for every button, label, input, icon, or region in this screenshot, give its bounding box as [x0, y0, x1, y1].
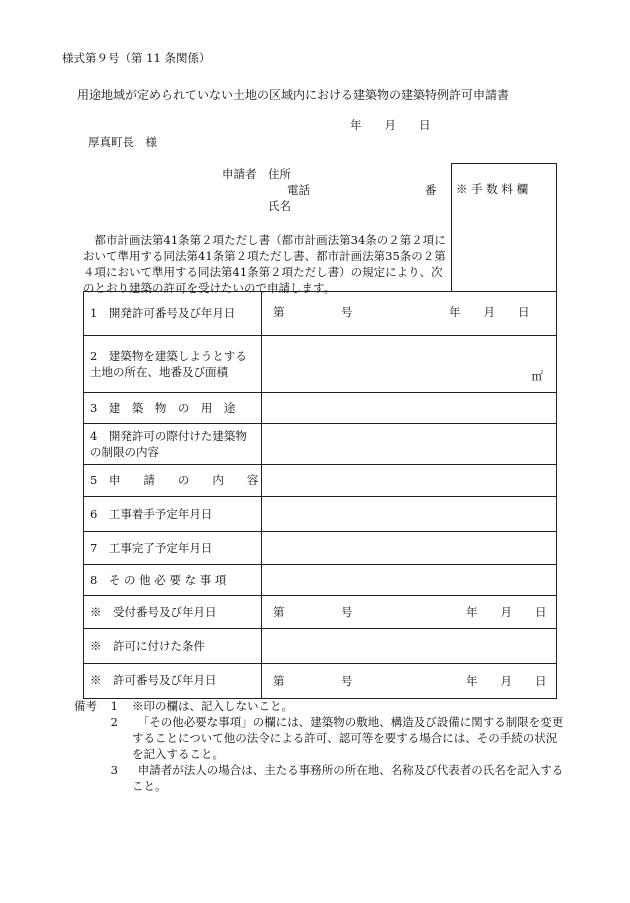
row-label: 5 申 請 の 内 容	[90, 473, 259, 487]
note-number: 1	[110, 699, 118, 713]
applicant-label: 申請者	[222, 167, 257, 181]
note-text: 「その他必要な事項」の欄には、建築物の敷地、構造及び設備に関する制限を変更することについて他の法令による許可、認可等を要する場合には、その手続の状況を記入すること。	[132, 715, 564, 761]
applicant-phone-suffix: 番	[425, 183, 437, 197]
date-field[interactable]: 年 月 日	[466, 674, 547, 688]
date-line: 年 月 日	[350, 118, 431, 132]
note-number: 2	[110, 715, 118, 729]
applicant-name-label: 氏名	[268, 199, 291, 213]
row-label: 2 建築物を建築しようとする土地の所在、地番及び面積	[90, 348, 247, 379]
notes-list	[74, 698, 564, 794]
date-field[interactable]: 年 月 日	[449, 305, 530, 319]
note-text: ※印の欄は、記入しないこと。	[132, 699, 293, 713]
row-label: 6 工事着手予定年月日	[90, 506, 213, 521]
applicant-address-label: 住所	[268, 167, 291, 181]
form-title: 用途地域が定められていない土地の区域内における建築物の建築特例許可申請書	[77, 88, 510, 102]
number-prefix: 第	[273, 605, 285, 619]
table-row	[83, 392, 555, 423]
number-prefix: 第	[273, 674, 285, 688]
row-label: 7 工事完了予定年月日	[90, 540, 213, 555]
row-label: ※ 許可に付けた条件	[90, 638, 205, 653]
table-row	[83, 628, 555, 663]
note-item	[74, 714, 564, 762]
note-item	[74, 762, 564, 794]
note-text: 申請者が法人の場合は、主たる事務所の所在地、名称及び代表者の氏名を記入すること。	[132, 763, 564, 793]
number-suffix: 号	[341, 305, 353, 319]
applicant-phone-label: 電話	[287, 183, 310, 197]
row-label: 4 開発許可の際付けた建築物の制限の内容	[90, 428, 247, 459]
row-label: ※ 受付番号及び年月日	[90, 604, 217, 619]
table-row	[83, 423, 555, 464]
table-row	[83, 464, 555, 496]
table-row	[83, 531, 555, 564]
row-label: ※ 許可番号及び年月日	[90, 673, 217, 687]
addressee: 厚真町長 様	[88, 135, 157, 149]
fee-box-label: ※ 手 数 料 欄	[456, 182, 529, 196]
intro-paragraph: 都市計画法第41条第２項ただし書（都市計画法第34条の２第２項において準用する同法第41条第２項ただし書、都市計画法第35条の２第４項において準用する同法第41条第２項ただし書）の規定により、次のとおり建築の許可を受けたいので申請します。	[83, 233, 446, 295]
note-item	[74, 698, 564, 714]
table-row	[83, 291, 555, 335]
table-row	[83, 564, 555, 595]
row-label: 3 建 築 物 の 用 途	[90, 400, 236, 415]
row-label: 8 そ の 他 必 要 な 事 項	[90, 572, 227, 587]
number-suffix: 号	[341, 605, 353, 619]
row-label: 1 開発許可番号及び年月日	[90, 306, 236, 320]
table-row	[83, 595, 555, 628]
number-suffix: 号	[341, 674, 353, 688]
area-unit: ㎡	[531, 369, 543, 383]
form-number: 様式第９号（第 11 条関係）	[62, 51, 211, 65]
table-row	[83, 496, 555, 531]
table-row	[83, 663, 555, 697]
date-field[interactable]: 年 月 日	[466, 605, 547, 619]
table-row	[83, 335, 555, 392]
fee-box	[451, 163, 557, 292]
note-number: 3	[110, 763, 118, 777]
notes-heading: 備考	[74, 699, 97, 713]
number-prefix: 第	[273, 305, 285, 319]
